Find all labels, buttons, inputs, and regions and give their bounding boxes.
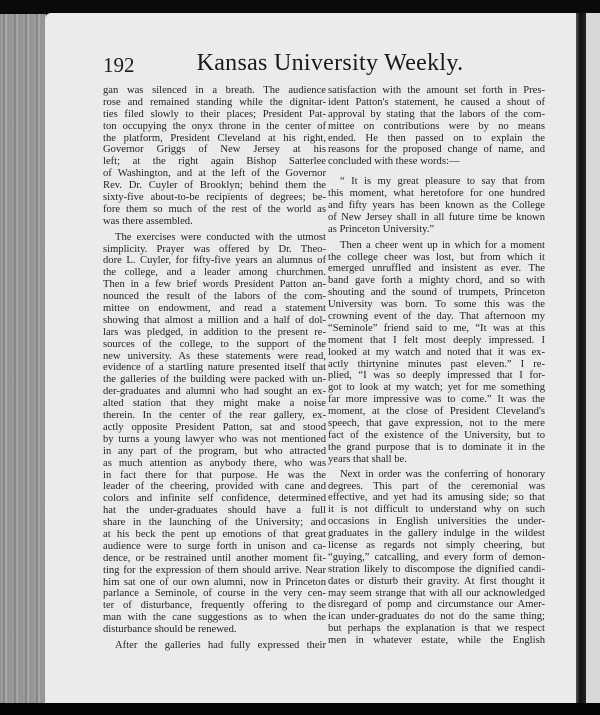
text-line: ended. He then passed on to explain the: [328, 132, 545, 144]
text-line: may seem strange that with all our acknowledged: [328, 587, 545, 599]
text-line: and fifty years has been known as the College: [328, 200, 545, 212]
text-line: sixty-five about-to-be recipients of degrees; be-: [103, 192, 326, 204]
text-line: left; at the right again Bishop Satterlee: [103, 156, 326, 168]
text-line: man with the cane suggestions as to when the: [103, 612, 326, 624]
text-line: disturbance should be renewed.: [103, 624, 237, 636]
text-line: Governor Griggs of New Jersey at his: [103, 144, 326, 156]
text-line: sources of the college, to the support of the: [103, 338, 326, 350]
text-line: it is not difficult to understand why on such: [328, 504, 545, 516]
scan-top-border: [0, 0, 600, 14]
text-line: actly thirtynine minutes past eleven.” I re-: [328, 358, 545, 370]
text-line: dence, or be restrained until another moment fit-: [103, 552, 326, 564]
scan-bottom-border: [0, 703, 600, 715]
text-line: men in whatever estate, while the English: [328, 635, 545, 647]
text-line: Then in a few brief words President Patton an-: [103, 279, 326, 291]
book-gutter: [576, 13, 586, 703]
text-line: fore them so much of the rest of the world as: [103, 203, 326, 215]
text-line: evidence of a startling nature presented itself that: [103, 362, 326, 374]
text-line: shouting and the sound of trumpets, Princeton: [328, 287, 545, 299]
text-line: crowning event of the day. That afternoon my: [328, 311, 545, 323]
text-line: as much attention as anybody there, who was: [103, 457, 326, 469]
text-line: mittee on contributions were by no means: [328, 120, 545, 132]
text-line: graduates in the gallery indulge in the wildest: [328, 528, 545, 540]
right-column: [328, 85, 545, 647]
text-line: license as regards not simply cheering, but: [328, 539, 545, 551]
text-line: “Seminole” friend said to me, “It was at this: [328, 322, 545, 334]
paragraph: [328, 176, 545, 235]
text-line: rose and remained standing while the dignitar-: [103, 96, 326, 108]
text-line: simplicity. Prayer was offered by Dr. Theo-: [103, 243, 326, 255]
text-line: moment, at the close of President Cleveland's: [328, 406, 545, 418]
running-title: Kansas University Weekly.: [196, 50, 464, 76]
text-line: approval by stating that the labors of the com-: [328, 108, 545, 120]
paragraph: [328, 85, 545, 168]
text-line: alted station that they might make a noise: [103, 398, 326, 410]
text-line: Then a cheer went up in which for a moment: [340, 239, 545, 251]
text-line: gan was silenced in a breath. The audience: [103, 85, 326, 96]
text-line: der-graduates and alumni who had sought an ex-: [103, 386, 326, 398]
text-line: mittee on endowment, and read a statement: [103, 303, 326, 315]
text-line: got to look at my watch; yet for me something: [328, 382, 545, 394]
book-page-edges: [0, 14, 46, 704]
text-line: looked at my watch and noted that it was ex-: [328, 346, 545, 358]
text-line: “ It is my great pleasure to say that from: [340, 176, 545, 188]
text-line: the college, and a leader among churchmen.: [103, 267, 326, 279]
text-line: ton occupying the onyx throne in the center of: [103, 120, 326, 132]
text-line: audience were to surge forth in unison and ca-: [103, 540, 326, 552]
text-line: was there assembled.: [103, 215, 193, 227]
text-line: lars was pledged, in addition to the present re-: [103, 326, 326, 338]
text-line: in any part of the program, but who attracted: [103, 445, 326, 457]
paragraph: [328, 469, 545, 647]
text-line: occasions in English universities the under-: [328, 516, 545, 528]
text-line: hat the under-graduates should have a full: [103, 505, 326, 517]
paragraph: [103, 85, 326, 228]
text-line: ting for the expression of them should arrive. Near: [103, 564, 326, 576]
text-line: but perhaps the explanation is that we respect: [328, 623, 545, 635]
text-line: in fact there for that purpose. He was the: [103, 469, 326, 481]
text-line: therein. In the center of the rear gallery, ex-: [103, 410, 326, 422]
text-line: concluded with these words:—: [328, 156, 460, 168]
text-line: colors and infinite self confidence, determined: [103, 493, 326, 505]
text-line: the galleries of the building were packed with un-: [103, 374, 326, 386]
text-line: degrees. This part of the ceremonial was: [328, 480, 545, 492]
paragraph: [103, 640, 326, 652]
text-line: fact of the existence of the University, but to: [328, 429, 545, 441]
text-line: effective, and yet had its amusing side; so that: [328, 492, 545, 504]
text-line: ican under-graduates do not do the same thing;: [328, 611, 545, 623]
text-line: share in the launching of the University; and: [103, 517, 326, 529]
text-line: plied, “I was so deeply impressed that I for-: [328, 370, 545, 382]
text-line: Next in order was the conferring of honorary: [340, 468, 545, 480]
text-line: stration likely to discompose the dignified candi-: [328, 563, 545, 575]
page-number: 192: [103, 53, 135, 77]
text-line: him sat one of our own alumni, now in Princeton: [103, 576, 326, 588]
text-line: dates or disturb their gravity. At first thought it: [328, 575, 545, 587]
text-line: by turns a young lawyer who was not mentioned: [103, 433, 326, 445]
text-line: years that shall be.: [328, 453, 407, 465]
text-line: nounced the result of the labors of the com-: [103, 291, 326, 303]
text-line: ter of disturbance, frequently offering to the: [103, 600, 326, 612]
text-line: actly opposite President Patton, sat and stood: [103, 421, 326, 433]
text-line: band gave forth a mighty chord, and so with: [328, 275, 545, 287]
text-line: of Washington, and at the left of the Governor: [103, 168, 326, 180]
text-line: moment that I felt most deeply impressed. I: [328, 334, 545, 346]
text-line: emerged unruffled and insistent as ever. The: [328, 263, 545, 275]
text-line: The exercises were conducted with the utmost: [115, 231, 326, 243]
text-line: Rev. Dr. Cuyler of Brooklyn; behind them the: [103, 180, 326, 192]
text-line: speech, that gave expression, not to the mere: [328, 418, 545, 430]
text-line: the grand purpose that is to dominate it in the: [328, 441, 545, 453]
paragraph: [103, 232, 326, 636]
text-line: of New Jersey shall in all future time be known: [328, 211, 545, 223]
text-line: dore L. Cuyler, for fifty-five years an alumnus of: [103, 255, 326, 267]
text-line: far more impressive was to come.” It was the: [328, 394, 545, 406]
text-line: University was born. To some this was the: [328, 299, 545, 311]
text-line: reasons for the proposed change of name, and: [328, 144, 545, 156]
text-line: the platform, President Cleveland at his right,: [103, 132, 326, 144]
text-line: new university. As these statements were read,: [103, 350, 326, 362]
text-line: ties filed slowly to their places; President Pat-: [103, 108, 326, 120]
text-line: After the galleries had fully expressed their: [115, 639, 326, 651]
text-line: parlance a Seminole, of course in the very cen-: [103, 588, 326, 600]
text-line: leader of the cheering, provided with cane and: [103, 481, 326, 493]
text-line: satisfaction with the amount set forth in Pres-: [328, 85, 545, 96]
text-line: ident Patton's statement, he caused a shout of: [328, 96, 545, 108]
text-line: disregard of pomp and circumstance our Amer-: [328, 599, 545, 611]
paragraph: [328, 240, 545, 466]
text-line: showing that almost a million and a half of dol-: [103, 314, 326, 326]
text-line: this moment, what heretofore for one hundred: [328, 188, 545, 200]
text-line: at his beck the pent up emotions of that great: [103, 528, 326, 540]
text-line: “guying,” catcalling, and every form of demon-: [328, 551, 545, 563]
text-line: as Princeton University.”: [328, 223, 435, 235]
text-line: the college cheer was lost, but from which it: [328, 251, 545, 263]
left-column: [103, 85, 326, 652]
facing-page-edge: [586, 13, 600, 703]
